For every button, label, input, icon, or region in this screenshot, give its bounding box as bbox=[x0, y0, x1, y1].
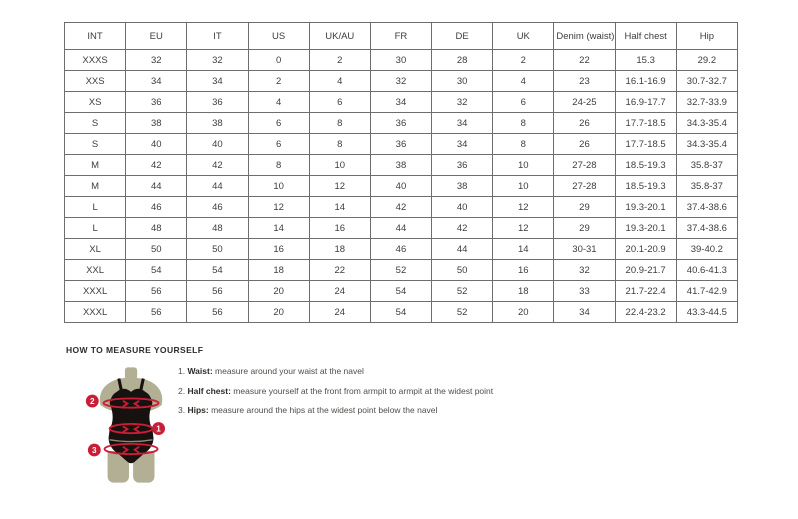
table-cell: 46 bbox=[126, 197, 187, 218]
table-cell: 20.1-20.9 bbox=[615, 239, 676, 260]
table-cell: 40 bbox=[187, 134, 248, 155]
table-header-row bbox=[65, 23, 738, 50]
table-cell: 2 bbox=[309, 50, 370, 71]
column-header: DE bbox=[432, 23, 493, 50]
table-cell: 32 bbox=[187, 50, 248, 71]
table-cell: 18.5-19.3 bbox=[615, 176, 676, 197]
table-row bbox=[65, 197, 738, 218]
table-cell: 19.3-20.1 bbox=[615, 197, 676, 218]
table-cell: 10 bbox=[309, 155, 370, 176]
column-header: INT bbox=[65, 23, 126, 50]
table-cell: 40.6-41.3 bbox=[676, 260, 737, 281]
table-cell: 37.4-38.6 bbox=[676, 218, 737, 239]
table-cell: 44 bbox=[432, 239, 493, 260]
measure-step-hips bbox=[178, 405, 493, 416]
table-cell: 34.3-35.4 bbox=[676, 134, 737, 155]
table-cell: 6 bbox=[248, 134, 309, 155]
table-cell: 0 bbox=[248, 50, 309, 71]
table-cell: 8 bbox=[309, 113, 370, 134]
table-cell: 36 bbox=[432, 155, 493, 176]
table-cell: 54 bbox=[370, 302, 431, 323]
table-cell: 16.9-17.7 bbox=[615, 92, 676, 113]
table-row bbox=[65, 134, 738, 155]
table-cell: 32.7-33.9 bbox=[676, 92, 737, 113]
table-cell: 32 bbox=[370, 71, 431, 92]
column-header: Hip bbox=[676, 23, 737, 50]
table-cell: 44 bbox=[126, 176, 187, 197]
table-cell: 35.8-37 bbox=[676, 155, 737, 176]
table-cell: 54 bbox=[126, 260, 187, 281]
table-cell: 24 bbox=[309, 281, 370, 302]
table-cell: 18.5-19.3 bbox=[615, 155, 676, 176]
table-cell: 36 bbox=[370, 113, 431, 134]
column-header: FR bbox=[370, 23, 431, 50]
table-cell: XXXL bbox=[65, 281, 126, 302]
measure-steps bbox=[178, 366, 493, 425]
table-row bbox=[65, 50, 738, 71]
measure-step-waist bbox=[178, 366, 493, 377]
table-cell: 24-25 bbox=[554, 92, 615, 113]
table-cell: 42 bbox=[126, 155, 187, 176]
table-cell: 16 bbox=[493, 260, 554, 281]
table-row bbox=[65, 71, 738, 92]
table-cell: 56 bbox=[126, 281, 187, 302]
table-cell: 34.3-35.4 bbox=[676, 113, 737, 134]
table-cell: L bbox=[65, 197, 126, 218]
table-cell: 32 bbox=[432, 92, 493, 113]
table-cell: 37.4-38.6 bbox=[676, 197, 737, 218]
table-row bbox=[65, 113, 738, 134]
table-cell: 24 bbox=[309, 302, 370, 323]
table-cell: 2 bbox=[248, 71, 309, 92]
table-row bbox=[65, 92, 738, 113]
table-cell: XXS bbox=[65, 71, 126, 92]
table-cell: 20 bbox=[493, 302, 554, 323]
table-cell: 17.7-18.5 bbox=[615, 113, 676, 134]
table-cell: 4 bbox=[309, 71, 370, 92]
table-cell: 48 bbox=[126, 218, 187, 239]
table-cell: 12 bbox=[493, 218, 554, 239]
table-cell: XXXS bbox=[65, 50, 126, 71]
table-cell: S bbox=[65, 113, 126, 134]
table-cell: 42 bbox=[370, 197, 431, 218]
table-cell: 6 bbox=[493, 92, 554, 113]
column-header: Half chest bbox=[615, 23, 676, 50]
table-cell: 17.7-18.5 bbox=[615, 134, 676, 155]
table-cell: 22 bbox=[309, 260, 370, 281]
table-cell: 56 bbox=[126, 302, 187, 323]
table-cell: L bbox=[65, 218, 126, 239]
table-cell: 56 bbox=[187, 281, 248, 302]
table-cell: 48 bbox=[187, 218, 248, 239]
step-number: 1. bbox=[178, 366, 186, 376]
table-row bbox=[65, 302, 738, 323]
table-cell: 34 bbox=[370, 92, 431, 113]
table-cell: 16.1-16.9 bbox=[615, 71, 676, 92]
table-cell: 22 bbox=[554, 50, 615, 71]
table-cell: 30-31 bbox=[554, 239, 615, 260]
table-cell: 16 bbox=[309, 218, 370, 239]
table-cell: 4 bbox=[248, 92, 309, 113]
size-chart-table bbox=[64, 22, 738, 323]
badge-number-hips: 3 bbox=[92, 446, 97, 456]
badge-number-waist: 1 bbox=[156, 424, 161, 434]
table-cell: 38 bbox=[432, 176, 493, 197]
table-cell: XS bbox=[65, 92, 126, 113]
table-cell: 52 bbox=[432, 281, 493, 302]
table-row bbox=[65, 155, 738, 176]
table-cell: 54 bbox=[370, 281, 431, 302]
table-cell: 36 bbox=[187, 92, 248, 113]
table-cell: 4 bbox=[493, 71, 554, 92]
table-cell: 38 bbox=[187, 113, 248, 134]
table-cell: 34 bbox=[432, 134, 493, 155]
table-cell: M bbox=[65, 176, 126, 197]
step-number: 2. bbox=[178, 385, 186, 396]
table-cell: 18 bbox=[309, 239, 370, 260]
table-cell: 38 bbox=[126, 113, 187, 134]
table-cell: 14 bbox=[493, 239, 554, 260]
step-text: measure yourself at the front from armpit to armpit at the widest point bbox=[230, 385, 494, 396]
table-cell: 10 bbox=[248, 176, 309, 197]
table-row bbox=[65, 176, 738, 197]
table-cell: 12 bbox=[248, 197, 309, 218]
column-header: US bbox=[248, 23, 309, 50]
column-header: IT bbox=[187, 23, 248, 50]
table-cell: 20.9-21.7 bbox=[615, 260, 676, 281]
table-cell: 30 bbox=[370, 50, 431, 71]
table-cell: 8 bbox=[248, 155, 309, 176]
column-header: EU bbox=[126, 23, 187, 50]
table-cell: 54 bbox=[187, 260, 248, 281]
table-cell: 18 bbox=[248, 260, 309, 281]
table-cell: 46 bbox=[370, 239, 431, 260]
table-cell: 42 bbox=[432, 218, 493, 239]
table-cell: 8 bbox=[309, 134, 370, 155]
step-label: Waist: bbox=[187, 366, 213, 376]
table-cell: 44 bbox=[370, 218, 431, 239]
table-cell: XXL bbox=[65, 260, 126, 281]
table-cell: 15.3 bbox=[615, 50, 676, 71]
table-row bbox=[65, 218, 738, 239]
table-cell: 16 bbox=[248, 239, 309, 260]
table-cell: 30.7-32.7 bbox=[676, 71, 737, 92]
table-cell: 18 bbox=[493, 281, 554, 302]
table-cell: 42 bbox=[187, 155, 248, 176]
table-row bbox=[65, 239, 738, 260]
table-cell: 32 bbox=[554, 260, 615, 281]
table-cell: XL bbox=[65, 239, 126, 260]
step-label: Hips: bbox=[187, 405, 209, 415]
table-cell: 20 bbox=[248, 281, 309, 302]
table-cell: 44 bbox=[187, 176, 248, 197]
table-cell: 8 bbox=[493, 113, 554, 134]
table-cell: 50 bbox=[126, 239, 187, 260]
table-cell: 28 bbox=[432, 50, 493, 71]
table-cell: 34 bbox=[432, 113, 493, 134]
table-cell: XXXL bbox=[65, 302, 126, 323]
table-cell: 12 bbox=[309, 176, 370, 197]
table-cell: 20 bbox=[248, 302, 309, 323]
table-cell: 50 bbox=[432, 260, 493, 281]
table-row bbox=[65, 281, 738, 302]
table-cell: 8 bbox=[493, 134, 554, 155]
table-cell: 29.2 bbox=[676, 50, 737, 71]
table-cell: 34 bbox=[126, 71, 187, 92]
measure-step-half-chest bbox=[178, 386, 493, 397]
table-cell: 41.7-42.9 bbox=[676, 281, 737, 302]
table-cell: 14 bbox=[248, 218, 309, 239]
step-label: Half chest: bbox=[187, 385, 231, 396]
measure-title: HOW TO MEASURE YOURSELF bbox=[66, 345, 204, 355]
table-cell: 27-28 bbox=[554, 176, 615, 197]
step-number: 3. bbox=[178, 405, 186, 415]
table-cell: 22.4-23.2 bbox=[615, 302, 676, 323]
table-cell: 40 bbox=[126, 134, 187, 155]
table-cell: 43.3-44.5 bbox=[676, 302, 737, 323]
table-cell: 27-28 bbox=[554, 155, 615, 176]
table-cell: 40 bbox=[370, 176, 431, 197]
table-cell: 29 bbox=[554, 197, 615, 218]
table-cell: 38 bbox=[370, 155, 431, 176]
table-cell: 35.8-37 bbox=[676, 176, 737, 197]
table-cell: 6 bbox=[248, 113, 309, 134]
mannequin-figure bbox=[78, 366, 180, 484]
table-cell: 19.3-20.1 bbox=[615, 218, 676, 239]
table-cell: 10 bbox=[493, 176, 554, 197]
table-cell: 2 bbox=[493, 50, 554, 71]
column-header: UK bbox=[493, 23, 554, 50]
table-cell: 29 bbox=[554, 218, 615, 239]
mannequin-illustration-svg bbox=[78, 366, 180, 484]
table-cell: 50 bbox=[187, 239, 248, 260]
table-cell: 36 bbox=[126, 92, 187, 113]
table-cell: 23 bbox=[554, 71, 615, 92]
table-cell: S bbox=[65, 134, 126, 155]
table-cell: 6 bbox=[309, 92, 370, 113]
table-cell: 10 bbox=[493, 155, 554, 176]
table-cell: 26 bbox=[554, 113, 615, 134]
table-cell: 46 bbox=[187, 197, 248, 218]
table-cell: 40 bbox=[432, 197, 493, 218]
table-cell: 52 bbox=[432, 302, 493, 323]
column-header: UK/AU bbox=[309, 23, 370, 50]
column-header: Denim (waist) bbox=[554, 23, 615, 50]
table-cell: 34 bbox=[554, 302, 615, 323]
table-row bbox=[65, 260, 738, 281]
table-cell: 39-40.2 bbox=[676, 239, 737, 260]
table-cell: 30 bbox=[432, 71, 493, 92]
table-cell: 52 bbox=[370, 260, 431, 281]
table-cell: 36 bbox=[370, 134, 431, 155]
step-text: measure around your waist at the navel bbox=[212, 366, 364, 376]
step-text: measure around the hips at the widest point below the navel bbox=[208, 405, 438, 415]
table-cell: 21.7-22.4 bbox=[615, 281, 676, 302]
table-cell: 33 bbox=[554, 281, 615, 302]
table-cell: 32 bbox=[126, 50, 187, 71]
table-cell: 14 bbox=[309, 197, 370, 218]
table-cell: 56 bbox=[187, 302, 248, 323]
badge-number-chest: 2 bbox=[90, 397, 95, 407]
table-cell: M bbox=[65, 155, 126, 176]
table-cell: 26 bbox=[554, 134, 615, 155]
table-cell: 12 bbox=[493, 197, 554, 218]
table-cell: 34 bbox=[187, 71, 248, 92]
